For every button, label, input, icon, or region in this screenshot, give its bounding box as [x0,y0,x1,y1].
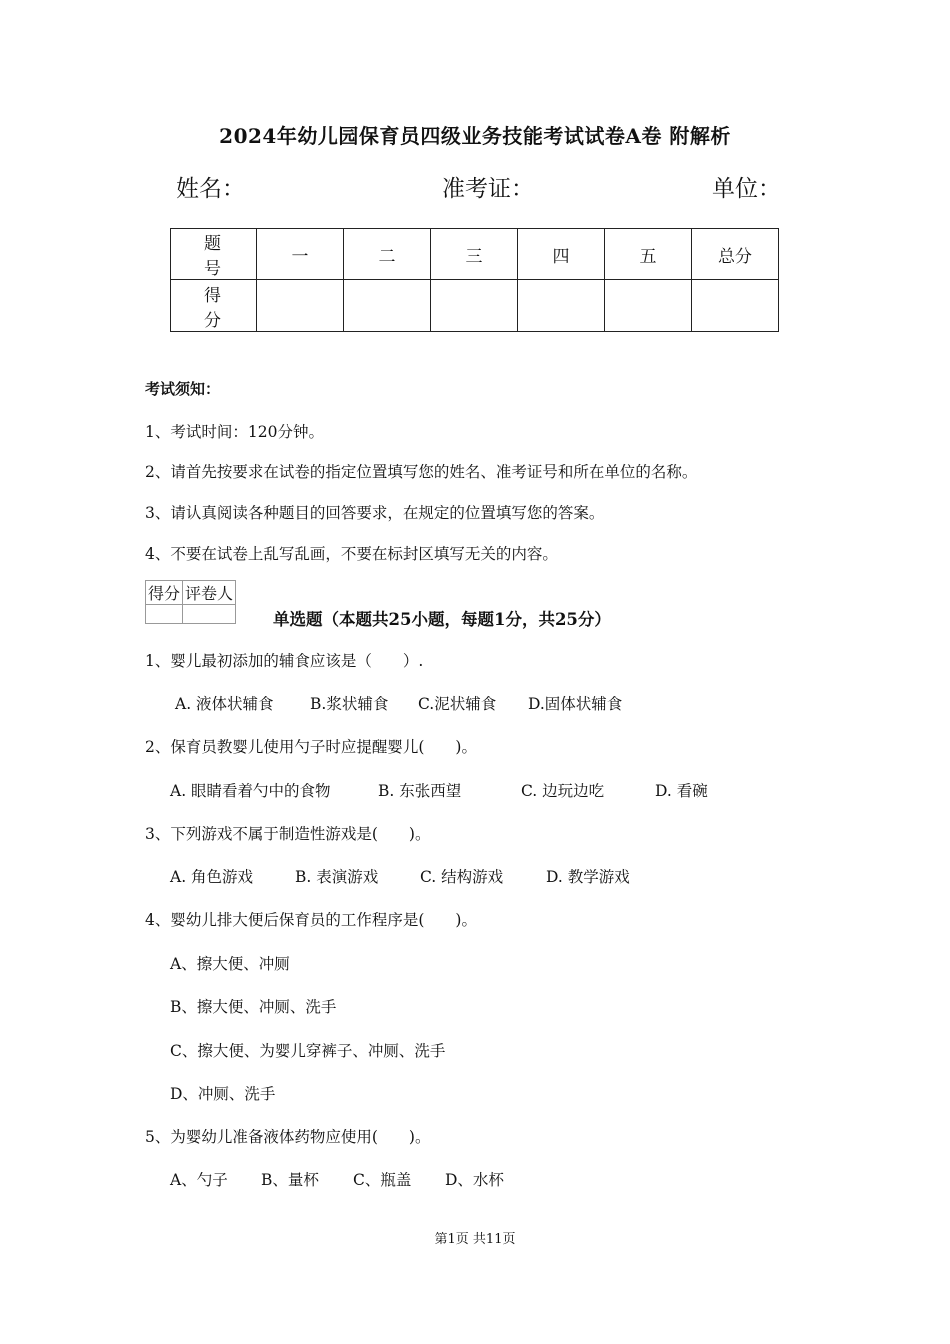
question-option: A、勺子 [170,1171,228,1189]
question-option: B.浆状辅食 [310,695,389,713]
question-option: A. 角色游戏 [170,868,254,886]
notice-item: 3、请认真阅读各种题目的回答要求，在规定的位置填写您的答案。 [145,504,605,522]
question-text: 5、为婴幼儿准备液体药物应使用( )。 [145,1128,431,1146]
score-label: 得 分 [171,280,257,332]
question-option: A. 眼睛看着勺中的食物 [170,782,331,800]
column-header: 一 [257,229,344,280]
score-cell-total[interactable] [692,280,779,332]
question-option: B. 表演游戏 [295,868,379,886]
question-text: 1、婴儿最初添加的辅食应该是（ ）. [145,652,424,670]
exam-id-label: 准考证： [442,176,534,202]
question-option: D、水杯 [445,1171,504,1189]
question-option: C. 结构游戏 [420,868,504,886]
score-cell[interactable] [605,280,692,332]
grader-name-cell[interactable] [183,605,236,624]
column-header-total: 总分 [692,229,779,280]
score-cell[interactable] [344,280,431,332]
question-option: D.固体状辅食 [528,695,623,713]
question-text: 3、下列游戏不属于制造性游戏是( )。 [145,825,431,843]
question-option: D、冲厕、洗手 [170,1085,276,1103]
score-cell[interactable] [257,280,344,332]
notice-item: 2、请首先按要求在试卷的指定位置填写您的姓名、准考证号和所在单位的名称。 [145,463,698,481]
section-title: 单选题（本题共25小题，每题1分，共25分） [273,610,611,629]
grader-box [145,580,236,624]
column-header: 三 [431,229,518,280]
question-option: C、瓶盖 [353,1171,412,1189]
question-option: D. 看碗 [655,782,708,800]
question-option: D. 教学游戏 [546,868,630,886]
question-option: B、量杯 [261,1171,319,1189]
notice-item: 1、考试时间：120分钟。 [145,423,324,441]
question-option: C. 边玩边吃 [521,782,605,800]
score-cell[interactable] [431,280,518,332]
column-header: 五 [605,229,692,280]
question-option: A. 液体状辅食 [175,695,274,713]
question-text: 2、保育员教婴儿使用勺子时应提醒婴儿( )。 [145,738,477,756]
score-table-score-row [171,280,779,332]
question-option: B. 东张西望 [378,782,462,800]
score-table [170,228,779,332]
question-option: C、擦大便、为婴儿穿裤子、冲厕、洗手 [170,1042,446,1060]
question-text: 4、婴幼儿排大便后保育员的工作程序是( )。 [145,911,477,929]
name-label: 姓名： [176,176,245,202]
notice-heading: 考试须知： [145,380,221,398]
page-footer: 第1页 共11页 [434,1232,516,1247]
column-header: 四 [518,229,605,280]
unit-label: 单位： [712,176,781,202]
notice-item: 4、不要在试卷上乱写乱画，不要在标封区填写无关的内容。 [145,545,558,563]
question-option: B、擦大便、冲厕、洗手 [170,998,337,1016]
question-option: C.泥状辅食 [418,695,497,713]
column-header: 二 [344,229,431,280]
score-cell[interactable] [518,280,605,332]
question-option: A、擦大便、冲厕 [170,955,290,973]
grader-score-label: 得分 [146,581,183,605]
grader-name-label: 评卷人 [183,581,236,605]
score-table-header-row [171,229,779,280]
question-number-label: 题 号 [171,229,257,280]
document-title: 2024年幼儿园保育员四级业务技能考试试卷A卷 附解析 [219,124,731,148]
grader-score-cell[interactable] [146,605,183,624]
